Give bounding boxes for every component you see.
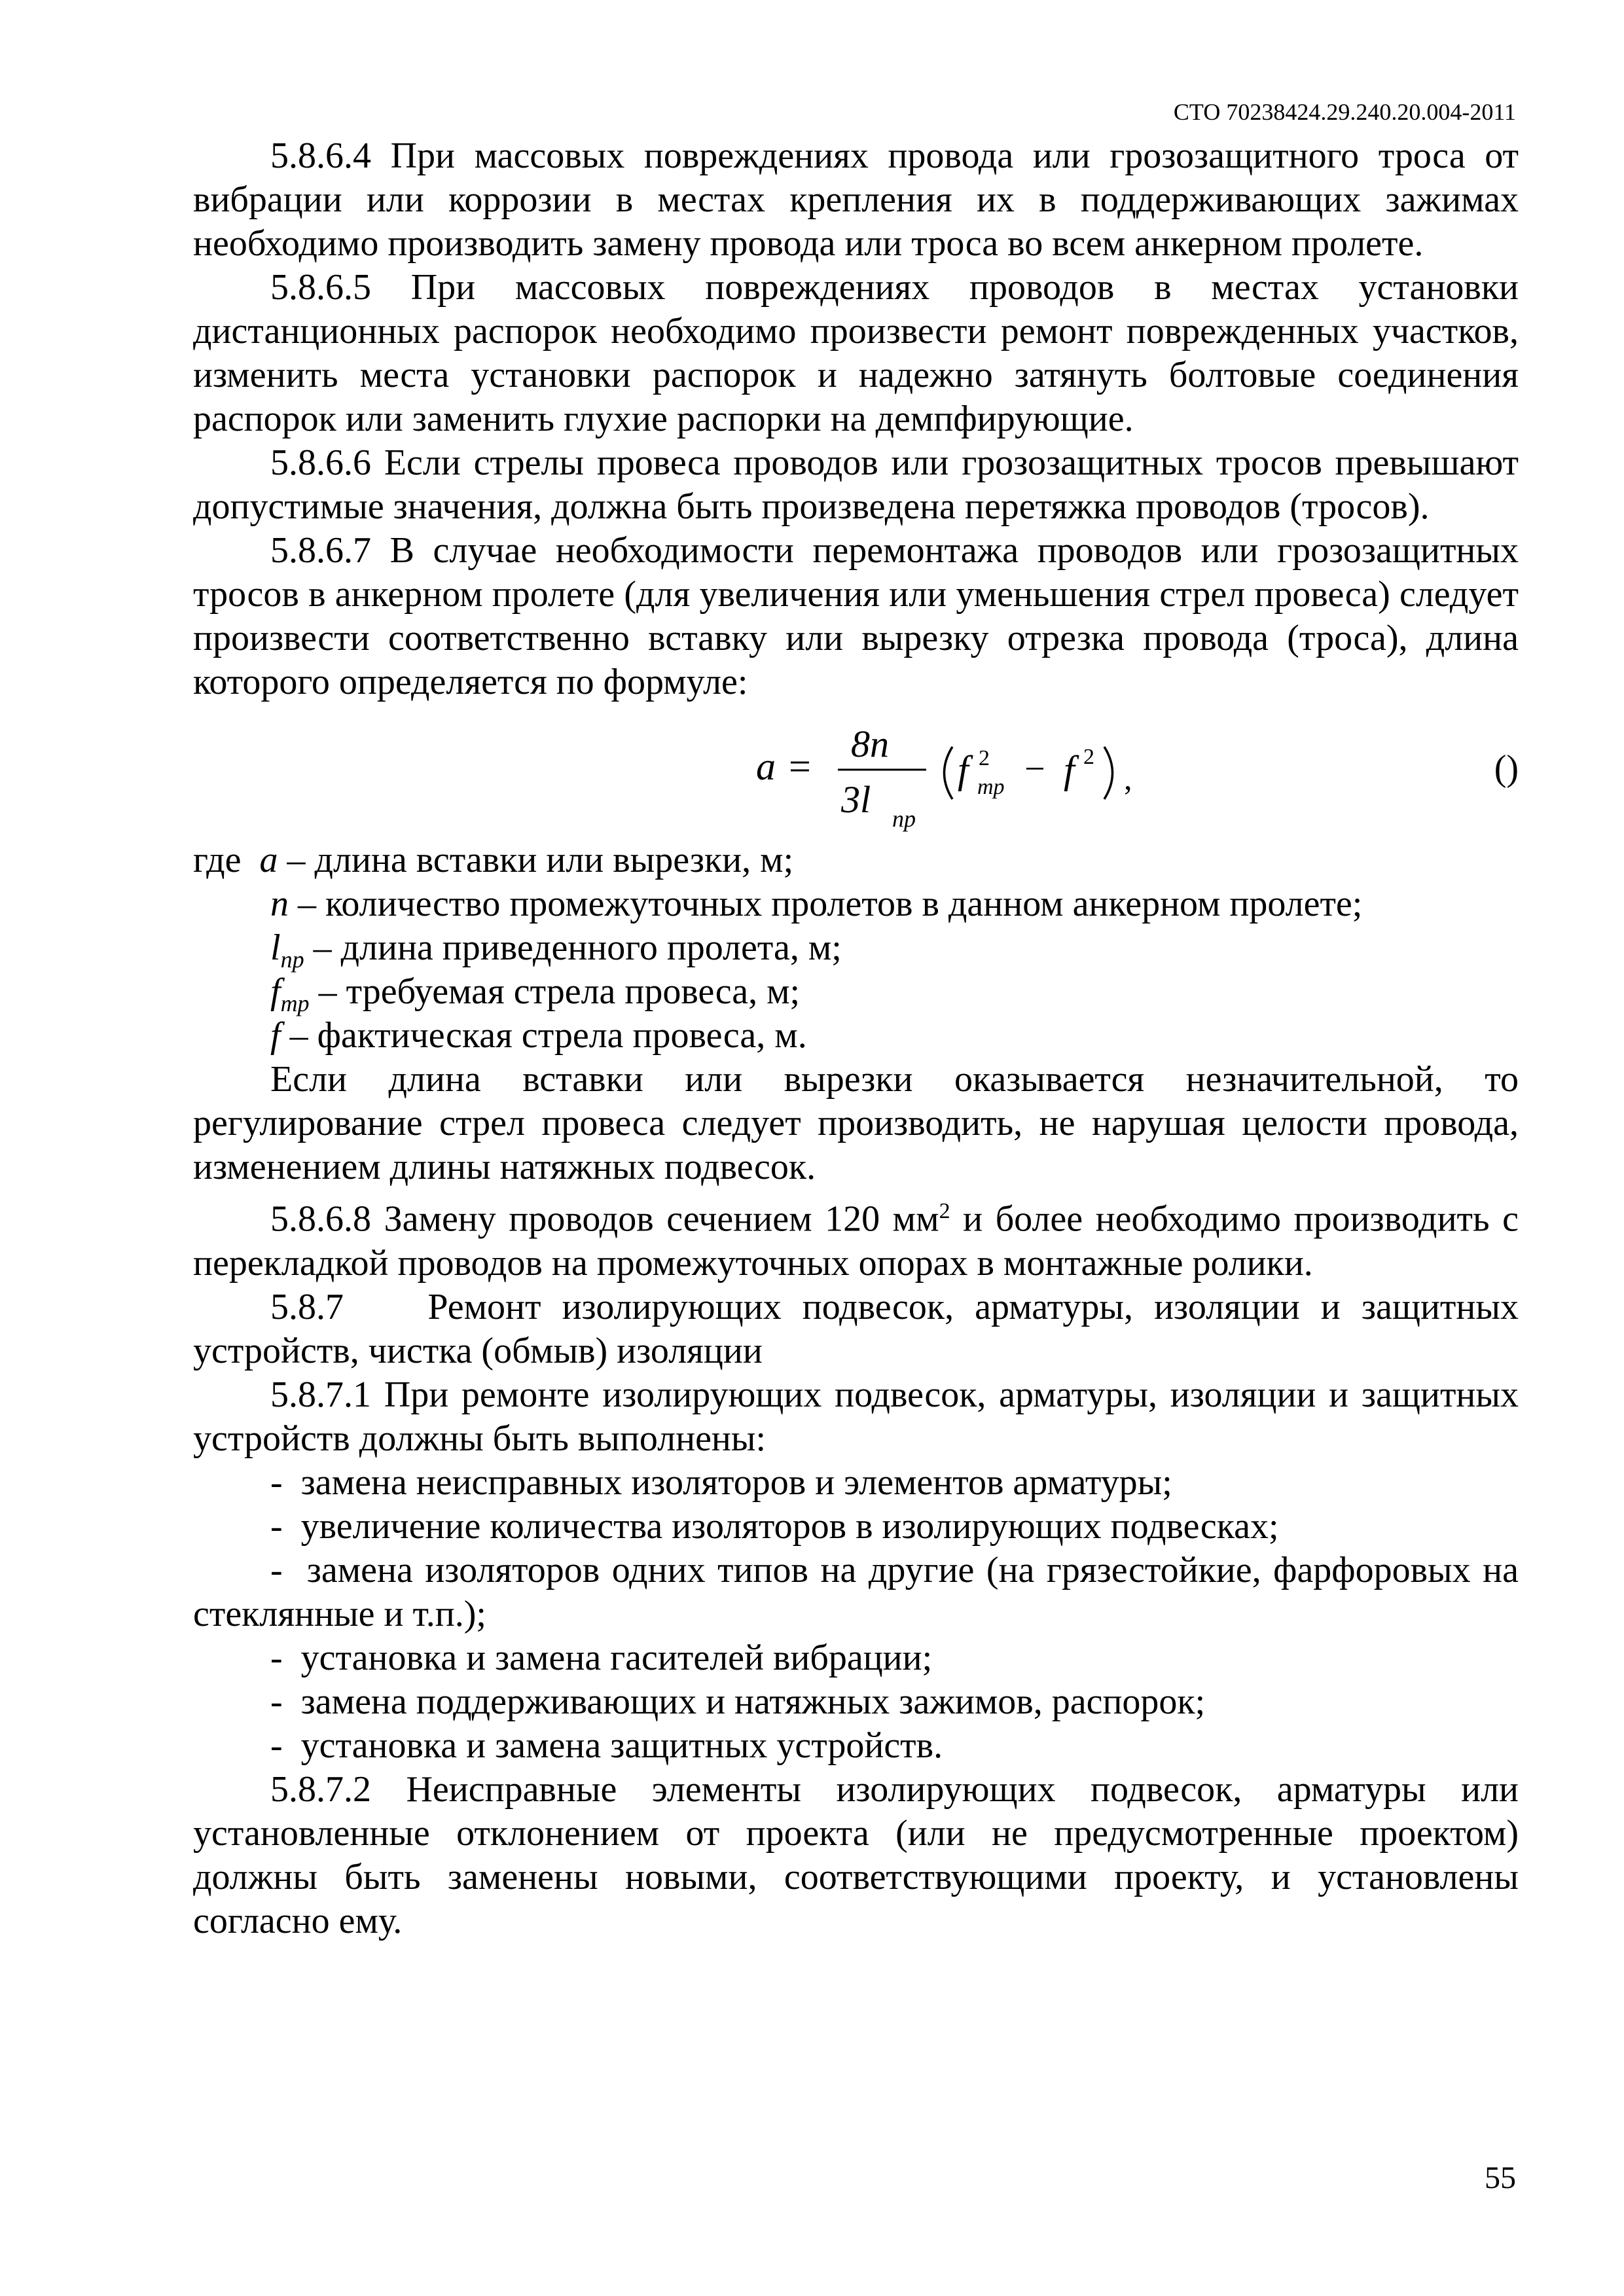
formula-number: () <box>1494 748 1519 789</box>
where-subscript: пр <box>280 946 304 973</box>
clause-number: 5.8.6.6 <box>270 442 371 483</box>
sag-formula <box>736 708 1208 832</box>
paragraph-5-8-6-7 <box>193 529 1519 704</box>
paragraph-5-8-6-6 <box>193 441 1519 529</box>
list-item-text: установка и замена защитных устройств. <box>300 1725 943 1766</box>
repair-list <box>193 1461 1519 1768</box>
clause-number: 5.8.6.7 <box>270 530 371 571</box>
where-item-ftr <box>193 970 1519 1014</box>
clause-text: Если стрелы провеса проводов или грозозащитных тросов превышают допустимые значения, должна быть произведена перетяжка проводов (тросов). <box>193 442 1519 527</box>
list-dash: - <box>270 1462 283 1503</box>
document-code: СТО 70238424.29.240.20.004-2011 <box>1173 99 1516 125</box>
formula-numerator: 8n <box>851 723 889 765</box>
clause-number: 5.8.6.5 <box>270 267 371 308</box>
page-number: 55 <box>1485 2161 1516 2195</box>
clause-number: 5.8.7 <box>270 1286 344 1327</box>
formula-sup-first: 2 <box>979 746 990 770</box>
formula-minus: − <box>1024 749 1045 789</box>
where-subscript: тр <box>280 990 310 1016</box>
where-text: – количество промежуточных пролетов в данном анкерном пролете; <box>289 884 1363 924</box>
list-item-text: замена поддерживающих и натяжных зажимов, распорок; <box>300 1681 1206 1722</box>
list-item <box>193 1549 1519 1636</box>
formula-denominator: 3l <box>841 778 871 821</box>
paragraph-5-8-6-5 <box>193 266 1519 441</box>
paragraph-5-8-7-2 <box>193 1768 1519 1943</box>
clause-text: Замену проводов сечением 120 мм <box>384 1198 939 1240</box>
list-dash: - <box>270 1505 283 1547</box>
list-dash: - <box>270 1549 283 1590</box>
short-insert-note: Если длина вставки или вырезки оказывается незначительной, то регулирование стрел провеса следует производить, не нарушая целости провода, изменением длины натяжных подвесок. <box>193 1059 1519 1187</box>
where-text: – требуемая стрела провеса, м; <box>309 971 801 1012</box>
list-dash: - <box>270 1681 283 1722</box>
clause-number: 5.8.7.2 <box>270 1768 371 1810</box>
list-item-text: установка и замена гасителей вибрации; <box>300 1637 933 1678</box>
document-body <box>193 134 1519 1943</box>
section-5-8-7-heading <box>193 1285 1519 1373</box>
list-item-text: увеличение количества изоляторов в изолирующих подвесках; <box>300 1505 1279 1547</box>
list-item <box>193 1636 1519 1680</box>
list-item-text: замена изоляторов одних типов на другие (на грязестойкие, фарфоровых на стеклянные и т.п.); <box>193 1549 1519 1634</box>
where-text: – фактическая стрела провеса, м. <box>280 1015 807 1056</box>
where-symbol: a <box>259 840 278 880</box>
list-dash: - <box>270 1725 283 1766</box>
where-text: – длина вставки или вырезки, м; <box>278 840 794 880</box>
where-symbol: f <box>270 971 281 1012</box>
formula-row <box>193 708 1519 838</box>
where-item-l <box>193 926 1519 973</box>
where-text: – длина приведенного пролета, м; <box>304 927 842 968</box>
where-symbol: f <box>270 1015 281 1056</box>
superscript: 2 <box>939 1199 950 1223</box>
clause-text: При массовых повреждениях проводов в местах установки дистанционных распорок необходимо произвести ремонт поврежденных участков, изменить места установки распорок и надежно затянуть болтовые соединения распорок или заменить глухие распорки на демпфирующие. <box>193 267 1519 439</box>
clause-text: При массовых повреждениях провода или грозозащитного троса от вибрации или коррозии в местах крепления их в поддерживающих зажимах необходимо производить замену провода или троса во всем анкерном пролете. <box>193 135 1519 264</box>
clause-number: 5.8.6.8 <box>270 1198 371 1240</box>
where-item-a <box>193 838 1519 882</box>
clause-text: Неисправные элементы изолирующих подвесок, арматуры или установленные отклонением от проекта (или не предусмотренные проектом) должны быть заменены новыми, соответствующими проекту, и установлены согласно ему. <box>193 1768 1519 1941</box>
formula-lhs: a <box>756 745 776 788</box>
clause-text: В случае необходимости перемонтажа проводов или грозозащитных тросов в анкерном пролете (для увеличения или уменьшения стрел провеса) следует произвести соответственно вставку или вырезку отрезка провода (троса), длина которого определяется по формуле: <box>193 530 1519 702</box>
list-item <box>193 1505 1519 1549</box>
formula-f-required: f <box>958 748 969 791</box>
formula-sup-second: 2 <box>1083 745 1094 769</box>
list-item <box>193 1680 1519 1724</box>
paragraph-5-8-7-1 <box>193 1373 1519 1461</box>
paragraph-5-8-6-4 <box>193 134 1519 266</box>
clause-number: 5.8.6.4 <box>270 135 371 176</box>
clause-text: Ремонт изолирующих подвесок, арматуры, изоляции и защитных устройств, чистка (обмыв) изоляции <box>193 1286 1519 1371</box>
clause-text: При ремонте изолирующих подвесок, арматуры, изоляции и защитных устройств должны быть выполнены: <box>193 1374 1519 1459</box>
clause-number: 5.8.7.1 <box>270 1374 371 1415</box>
paragraph-5-8-6-8 <box>193 1189 1519 1285</box>
list-item <box>193 1461 1519 1505</box>
right-parenthesis <box>1104 747 1113 799</box>
clause-text-continued: и более необходимо производить с перекладкой проводов на промежуточных опорах в монтажные ролики. <box>193 1198 1519 1283</box>
list-item <box>193 1724 1519 1768</box>
where-symbol: l <box>270 927 281 968</box>
where-item-f <box>193 1014 1519 1058</box>
list-dash: - <box>270 1637 283 1678</box>
formula-f-actual: f <box>1064 748 1075 791</box>
where-block <box>193 838 1519 1058</box>
where-prefix: где <box>193 840 242 880</box>
formula-equals: = <box>789 745 811 788</box>
formula-comma: , <box>1124 760 1132 797</box>
list-item-text: замена неисправных изоляторов и элементов арматуры; <box>300 1462 1172 1503</box>
where-item-n <box>193 882 1519 926</box>
formula-denominator-sub: пр <box>892 806 916 832</box>
where-symbol: n <box>270 884 289 924</box>
formula-sub-tr: тр <box>977 775 1005 799</box>
left-parenthesis <box>945 747 953 799</box>
